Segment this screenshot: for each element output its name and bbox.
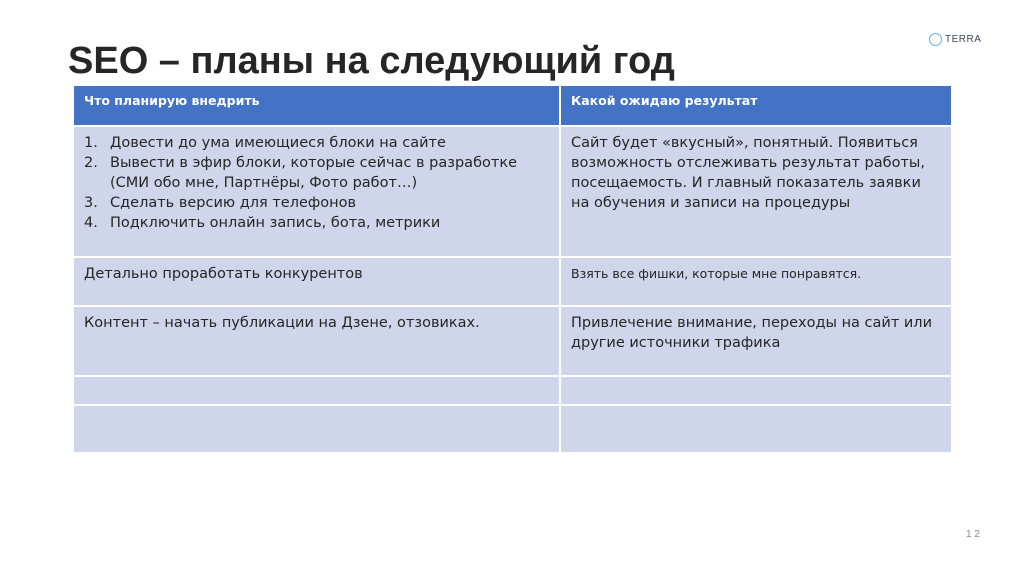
list-text: Вывести в эфир блоки, которые сейчас в разработке (СМИ обо мне, Партнёры, Фото работ…) — [110, 155, 518, 191]
list-item — [84, 153, 549, 193]
terra-logo — [929, 33, 981, 46]
list-item — [84, 133, 549, 153]
header-plan: Что планирую внедрить — [73, 85, 560, 126]
list-number: 1. — [84, 135, 98, 151]
header-result: Какой ожидаю результат — [560, 85, 952, 126]
result-cell: Взять все фишки, которые мне понравятся. — [560, 257, 952, 306]
page-number: 1 2 — [966, 529, 980, 540]
plan-cell-empty — [73, 376, 560, 405]
table-header-row — [73, 85, 952, 126]
table-row — [73, 306, 952, 376]
list-text: Сделать версию для телефонов — [110, 195, 357, 211]
list-item — [84, 193, 549, 213]
list-number: 3. — [84, 195, 98, 211]
plan-cell — [73, 126, 560, 257]
plan-cell-empty — [73, 405, 560, 453]
list-text: Довести до ума имеющиеся блоки на сайте — [110, 135, 446, 151]
table-row — [73, 405, 952, 453]
result-cell: Привлечение внимание, переходы на сайт или другие источники трафика — [560, 306, 952, 376]
plan-cell: Детально проработать конкурентов — [73, 257, 560, 306]
logo-circle-icon — [929, 33, 942, 46]
list-number: 4. — [84, 215, 98, 231]
plan-cell: Контент – начать публикации на Дзене, отзовиках. — [73, 306, 560, 376]
result-cell: Сайт будет «вкусный», понятный. Появиться возможность отслеживать результат работы, посещаемость. И главный показатель заявки на обучения и записи на процедуры — [560, 126, 952, 257]
plans-table — [72, 84, 953, 454]
plan-list — [84, 133, 549, 233]
list-text: Подключить онлайн запись, бота, метрики — [110, 215, 441, 231]
logo-text: TERRA — [945, 34, 982, 45]
result-cell-empty — [560, 405, 952, 453]
table-row — [73, 376, 952, 405]
result-cell-empty — [560, 376, 952, 405]
list-number: 2. — [84, 155, 98, 171]
table-row — [73, 257, 952, 306]
slide-title: SEO – планы на следующий год — [68, 40, 675, 82]
table-row — [73, 126, 952, 257]
list-item — [84, 213, 549, 233]
